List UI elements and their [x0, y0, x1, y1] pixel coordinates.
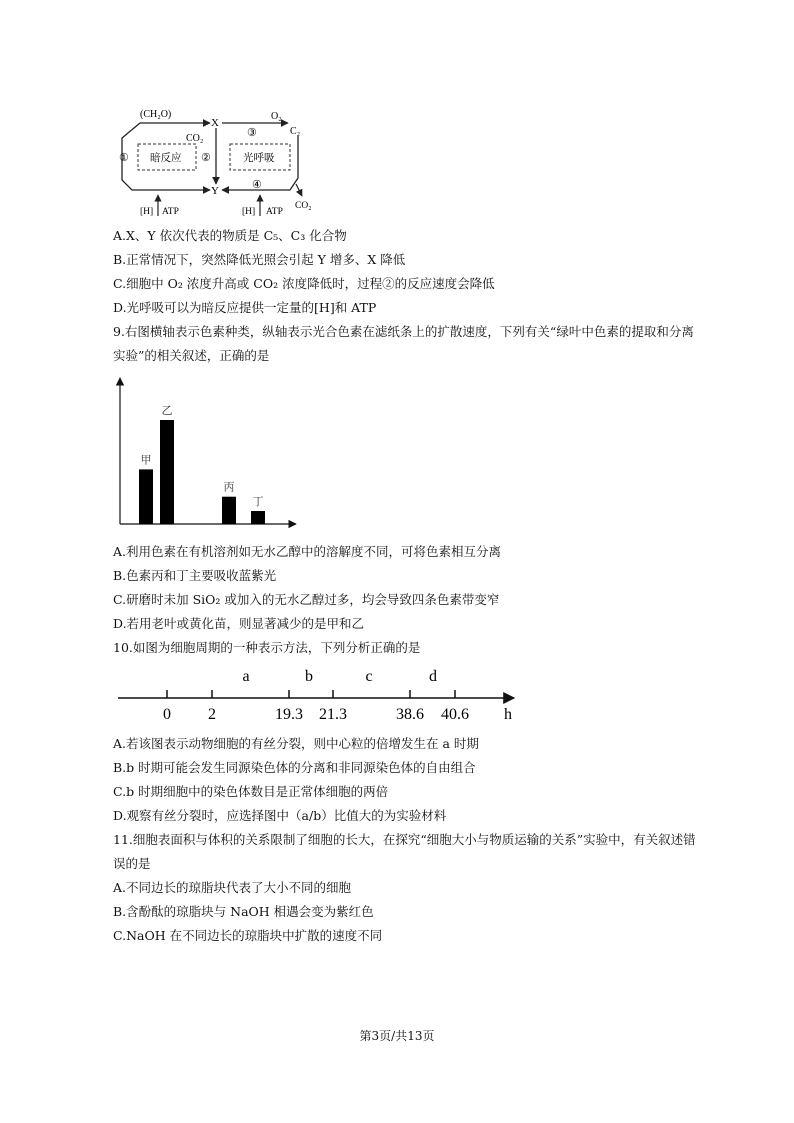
q9-option-b: B.色素丙和丁主要吸收蓝紫光 [113, 568, 277, 583]
y-label: Y [211, 185, 219, 197]
bar-2 [160, 420, 174, 524]
photorespiration-diagram [110, 104, 330, 218]
tick-label: 40.6 [441, 706, 469, 723]
step-1-label: ① [119, 152, 129, 164]
q11-option-c: C.NaOH 在不同边长的琼脂块中扩散的速度不同 [113, 928, 383, 943]
segment-label-c: c [365, 668, 373, 685]
q9-option-a: A.利用色素在有机溶剂如无水乙醇中的溶解度不同，可将色素相互分离 [113, 544, 502, 559]
h-left-label: [H] [140, 207, 154, 217]
q11-stem-line2: 误的是 [113, 856, 151, 871]
bar-4 [251, 511, 265, 524]
page-number: 第3页/共13页 [359, 1029, 435, 1043]
q8-option-c: C.细胞中 O₂ 浓度升高或 CO₂ 浓度降低时，过程②的反应速度会降低 [113, 276, 495, 291]
x-label: X [211, 117, 219, 129]
q10-option-a: A.若该图表示动物细胞的有丝分裂，则中心粒的倍增发生在 a 时期 [113, 736, 479, 751]
bar-label-2: 乙 [161, 405, 173, 417]
q10-option-d: D.观察有丝分裂时，应选择图中（a/b）比值大的为实验材料 [113, 808, 447, 823]
q10-option-b: B.b 时期可能会发生同源染色体的分离和非同源染色体的自由组合 [113, 760, 476, 775]
step-3-label: ③ [247, 127, 257, 139]
q11-option-a: A.不同边长的琼脂块代表了大小不同的细胞 [113, 880, 352, 895]
o2-label: O₂ [271, 111, 282, 122]
cell-cycle-timeline [110, 662, 530, 726]
q8-option-a: A.X、Y 依次代表的物质是 C₅、C₃ 化合物 [113, 228, 347, 243]
tick-label: 38.6 [396, 706, 424, 723]
unit-label: h [504, 706, 512, 723]
atp-right-label: ATP [266, 207, 283, 217]
co2-top-label: CO₂ [186, 133, 204, 144]
q10-stem: 10.如图为细胞周期的一种表示方法，下列分析正确的是 [113, 640, 421, 655]
ch2o-label: (CH₂O) [140, 109, 172, 120]
tick-label: 2 [208, 706, 216, 723]
segment-label-a: a [242, 668, 250, 685]
q11-stem-line1: 11.细胞表面积与体积的关系限制了细胞的长大，在探究“细胞大小与物质运输的关系”实验中，有关叙述错 [113, 832, 696, 847]
segment-label-b: b [305, 668, 313, 685]
q9-stem-line2: 实验”的相关叙述，正确的是 [113, 348, 270, 363]
tick-label: 0 [163, 706, 171, 723]
q9-stem-line1: 9.右图横轴表示色素种类，纵轴表示光合色素在滤纸条上的扩散速度，下列有关“绿叶中色素的提取和分离 [113, 324, 694, 339]
bar-label-3: 丙 [223, 481, 235, 494]
bar-1 [139, 469, 153, 524]
q11-option-b: B.含酚酞的琼脂块与 NaOH 相遇会变为紫红色 [113, 904, 374, 919]
step-4-label: ④ [252, 179, 262, 191]
tick-label: 19.3 [275, 706, 303, 723]
dark-reaction-label: 暗反应 [150, 153, 182, 164]
segment-label-d: d [429, 668, 437, 685]
atp-left-label: ATP [162, 207, 179, 217]
co2-bottom-label: CO₂ [295, 201, 312, 211]
q9-option-c: C.研磨时未加 SiO₂ 或加入的无水乙醇过多，均会导致四条色素带变窄 [113, 592, 500, 607]
q8-option-d: D.光呼吸可以为暗反应提供一定量的[H]和 ATP [113, 300, 377, 315]
bar-label-4: 丁 [252, 496, 264, 508]
q9-option-d: D.若用老叶或黄化苗，则显著减少的是甲和乙 [113, 616, 365, 631]
h-right-label: [H] [242, 207, 256, 217]
step-2-label: ② [201, 152, 211, 164]
tick-label: 21.3 [319, 706, 347, 723]
q8-option-b: B.正常情况下，突然降低光照会引起 Y 增多、X 降低 [113, 252, 406, 267]
q10-option-c: C.b 时期细胞中的染色体数目是正常体细胞的两倍 [113, 784, 389, 799]
photorespiration-label: 光呼吸 [243, 153, 275, 164]
c2-label: C₂ [290, 126, 301, 137]
pigment-bar-chart [110, 372, 305, 532]
bar-label-1: 甲 [140, 454, 152, 467]
bar-3 [222, 497, 236, 524]
